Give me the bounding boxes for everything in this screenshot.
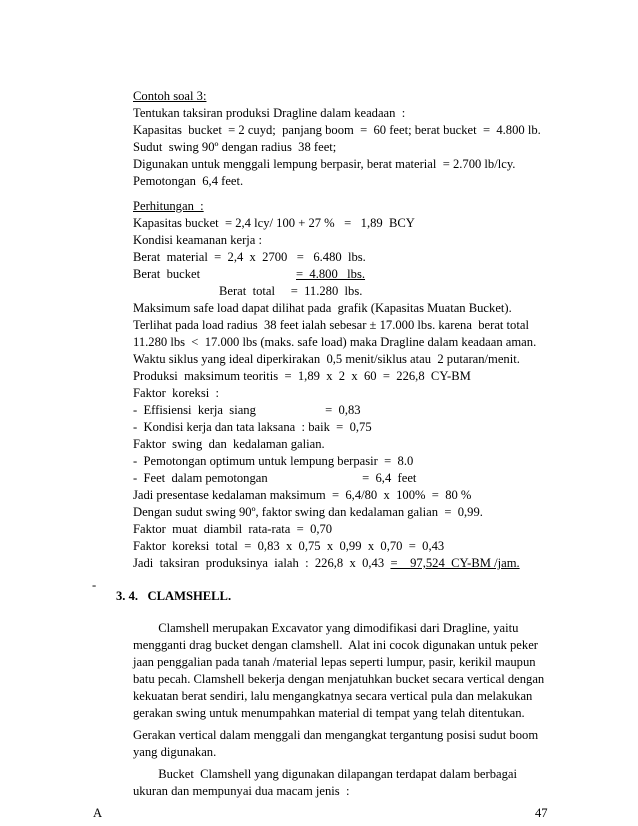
paragraph-line: yang digunakan. [133,745,217,759]
final-result-value: = 97,524 CY-BM /jam. [390,556,520,570]
paragraph-line: batu pecah. Clamshell bekerja dengan menjatuhkan bucket secara vertical dengan [133,672,545,686]
calculation-line: Faktor swing dan kedalaman galian. [133,437,325,451]
paragraph-line: Gerakan vertical dalam menggali dan mengangkat tergantung posisi sudut boom [133,728,539,742]
paragraph-line: Clamshell merupakan Excavator yang dimodifikasi dari Dragline, yaitu [133,621,519,635]
footer-left-label: A [93,806,103,820]
calculation-line: Waktu siklus yang ideal diperkirakan 0,5 menit/siklus atau 2 putaran/menit. [133,352,520,366]
calculation-line: Kondisi keamanan kerja : [133,233,263,247]
calculation-line: Terlihat pada load radius 38 feet ialah sebesar ± 17.000 lbs. karena berat total [133,318,529,332]
example-title: Contoh soal 3: [133,89,207,103]
calculation-line: - Kondisi kerja dan tata laksana : baik = 0,75 [133,420,372,434]
calculation-line: Berat bucket [133,267,201,281]
example-line: Tentukan taksiran produksi Dragline dalam keadaan : [133,106,406,120]
calculation-line: Jadi presentase kedalaman maksimum = 6,4/80 x 100% = 80 % [133,488,472,502]
calculation-line: - Effisiensi kerja siang = 0,83 [133,403,361,417]
calculation-line: - Pemotongan optimum untuk lempung berpasir = 8.0 [133,454,414,468]
example-line: Sudut swing 90º dengan radius 38 feet; [133,140,337,154]
calculation-line: Produksi maksimum teoritis = 1,89 x 2 x 60 = 226,8 CY-BM [133,369,471,383]
final-result-prefix: Jadi taksiran produksinya ialah : 226,8 x 0,43 [133,556,391,570]
calculation-line: Maksimum safe load dapat dilihat pada grafik (Kapasitas Muatan Bucket). [133,301,512,315]
page-number: 47 [535,806,548,820]
final-result-line [133,555,520,572]
calculation-line: Faktor muat diambil rata-rata = 0,70 [133,522,333,536]
calculation-line: Faktor koreksi total = 0,83 x 0,75 x 0,99 x 0,70 = 0,43 [133,539,445,553]
paragraph-line: jaan penggalian pada tanah /material lepas seperti lumpur, pasir, kerikil maupun [133,655,536,669]
example-line: Digunakan untuk menggali lempung berpasir, berat material = 2.700 lb/lcy. [133,157,516,171]
calculation-line: Faktor koreksi : [133,386,220,400]
bucket-weight-value: = 4.800 lbs. [296,267,366,281]
calculation-line: Kapasitas bucket = 2,4 lcy/ 100 + 27 % = 1,89 BCY [133,216,415,230]
calculation-title: Perhitungan : [133,199,204,213]
paragraph-line: kekuatan berat sendiri, lalu mengangkatnya secara vertical pula dan melakukan [133,689,533,703]
calculation-line: - Feet dalam pemotongan = 6,4 feet [133,471,417,485]
example-line: Pemotongan 6,4 feet. [133,174,244,188]
calculation-line: Berat material = 2,4 x 2700 = 6.480 lbs. [133,250,366,264]
section-heading: 3. 4. CLAMSHELL. [116,589,232,603]
calculation-line: Dengan sudut swing 90º, faktor swing dan kedalaman galian = 0,99. [133,505,483,519]
paragraph-line: ukuran dan mempunyai dua macam jenis : [133,784,350,798]
paragraph-line: Bucket Clamshell yang digunakan dilapangan terdapat dalam berbagai [133,767,517,781]
paragraph-line: gerakan swing untuk menumpahkan material di tempat yang telah ditentukan. [133,706,525,720]
section-dash: - [92,578,97,592]
paragraph-line: mengganti drag bucket dengan clamshell. Alat ini cocok digunakan untuk peker [133,638,538,652]
example-line: Kapasitas bucket = 2 cuyd; panjang boom = 60 feet; berat bucket = 4.800 lb. [133,123,541,137]
calculation-line: 11.280 lbs < 17.000 lbs (maks. safe load) maka Dragline dalam keadaan aman. [133,335,537,349]
total-weight-line: Berat total = 11.280 lbs. [219,284,363,298]
